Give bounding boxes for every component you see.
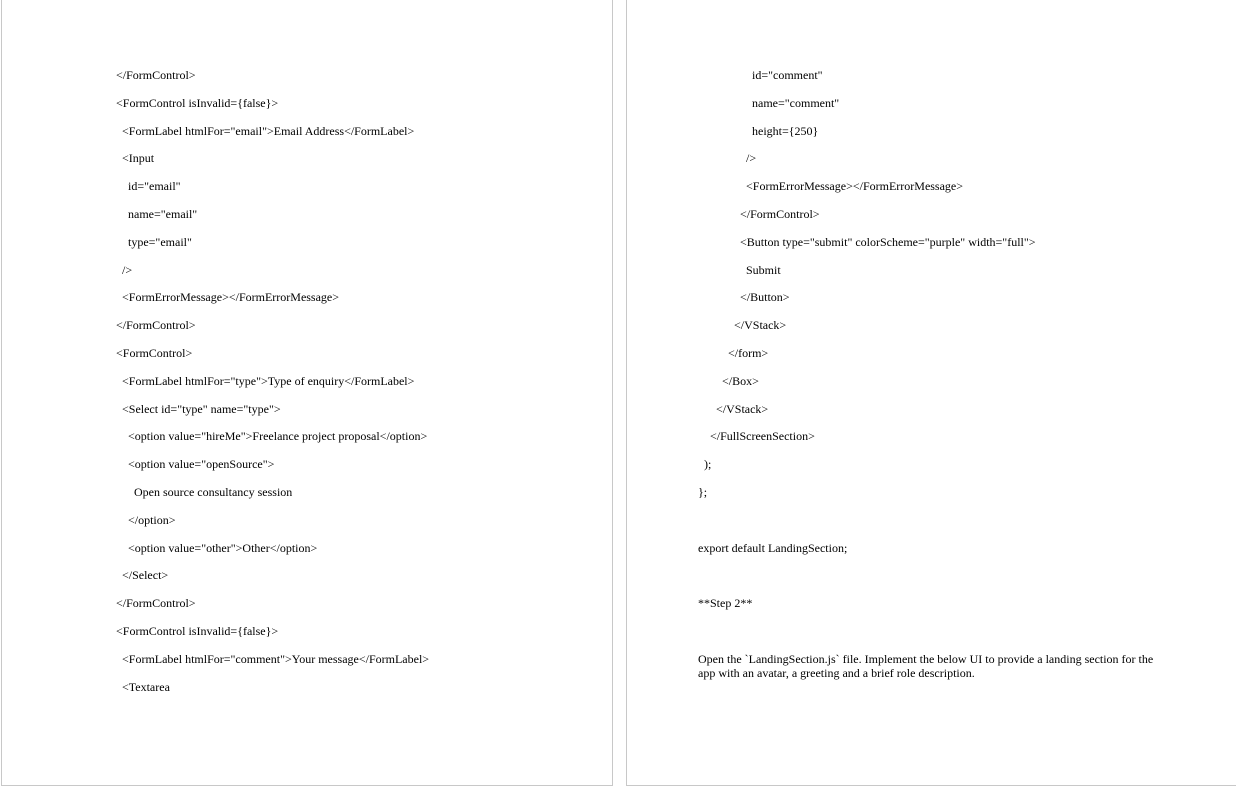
code-line: </FormControl> bbox=[116, 596, 196, 610]
code-line: <option value="other">Other</option> bbox=[116, 541, 318, 555]
code-line: <Select id="type" name="type"> bbox=[116, 402, 281, 416]
code-line: </FullScreenSection> bbox=[698, 429, 815, 443]
code-line: ); bbox=[698, 457, 712, 471]
code-line: /> bbox=[698, 151, 757, 165]
code-line: </VStack> bbox=[698, 402, 769, 416]
code-line: <FormErrorMessage></FormErrorMessage> bbox=[698, 179, 964, 193]
code-line: <FormLabel htmlFor="type">Type of enquiry</FormLabel> bbox=[116, 374, 415, 388]
code-line: </FormControl> bbox=[116, 318, 196, 332]
code-line: </option> bbox=[116, 513, 176, 527]
code-line: <option value="hireMe">Freelance project proposal</option> bbox=[116, 429, 428, 443]
code-line: name="comment" bbox=[698, 96, 840, 110]
code-line: height={250} bbox=[698, 124, 819, 138]
step-instructions: Open the `LandingSection.js` file. Implement the below UI to provide a landing section for the app with an avatar, a greeting and a brief role description. bbox=[698, 652, 1154, 680]
code-line: <FormLabel htmlFor="email">Email Address</FormLabel> bbox=[116, 124, 415, 138]
code-line: <FormErrorMessage></FormErrorMessage> bbox=[116, 290, 340, 304]
code-line: <FormControl isInvalid={false}> bbox=[116, 96, 279, 110]
code-line: <option value="openSource"> bbox=[116, 457, 275, 471]
code-line: </FormControl> bbox=[698, 207, 820, 221]
step-heading: **Step 2** bbox=[698, 596, 753, 610]
code-line: /> bbox=[116, 263, 133, 277]
code-line: <FormLabel htmlFor="comment">Your message</FormLabel> bbox=[116, 652, 430, 666]
document-page-right bbox=[626, 0, 1236, 786]
code-line: Open source consultancy session bbox=[116, 485, 293, 499]
code-line: <FormControl isInvalid={false}> bbox=[116, 624, 279, 638]
code-line: </VStack> bbox=[698, 318, 787, 332]
code-line: <FormControl> bbox=[116, 346, 193, 360]
code-line: id="email" bbox=[116, 179, 181, 193]
code-line: </Button> bbox=[698, 290, 790, 304]
code-line: <Button type="submit" colorScheme="purple" width="full"> bbox=[698, 235, 1036, 249]
document-page-left bbox=[1, 0, 613, 786]
code-line: </Box> bbox=[698, 374, 759, 388]
code-line: name="email" bbox=[116, 207, 198, 221]
code-line: </Select> bbox=[116, 568, 169, 582]
code-line: </form> bbox=[698, 346, 769, 360]
code-line: Submit bbox=[698, 263, 781, 277]
code-line: id="comment" bbox=[698, 68, 823, 82]
code-line: }; bbox=[698, 485, 708, 499]
code-line: </FormControl> bbox=[116, 68, 196, 82]
code-line: export default LandingSection; bbox=[698, 541, 848, 555]
code-line: type="email" bbox=[116, 235, 192, 249]
code-line: <Textarea bbox=[116, 680, 170, 694]
code-line: <Input bbox=[116, 151, 155, 165]
